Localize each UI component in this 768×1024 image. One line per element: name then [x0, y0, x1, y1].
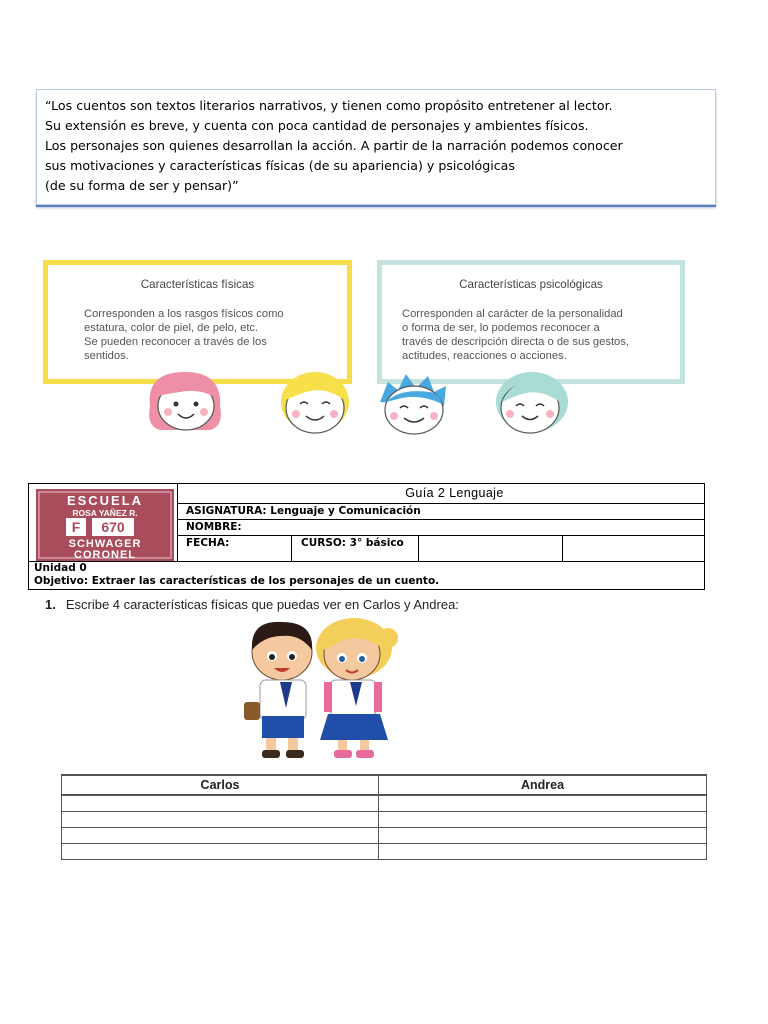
- physical-card-title: Características físicas: [140, 278, 255, 291]
- psychological-card-line: actitudes, reacciones o acciones.: [402, 350, 567, 362]
- andrea-figure: [316, 618, 398, 758]
- physical-card-line: Se pueden reconocer a través de los: [84, 336, 267, 348]
- question-number: 1.: [45, 597, 56, 612]
- guide-title: Guía 2 Lenguaje: [405, 486, 504, 500]
- answer-table: [61, 774, 707, 860]
- logo-badge-number: 670: [101, 519, 125, 535]
- quote-line: (de su forma de ser y pensar)”: [45, 178, 239, 193]
- column-header-carlos: Carlos: [62, 775, 379, 795]
- answer-table-header: [62, 775, 707, 795]
- psychological-card-line: través de descripción directa o de sus gestos,: [402, 336, 629, 348]
- guide-header-table: [28, 483, 705, 590]
- andrea-answer-cell[interactable]: [379, 795, 707, 812]
- course-label: CURSO: 3° básico: [301, 537, 404, 549]
- carlos-answer-cell[interactable]: [62, 795, 379, 812]
- column-header-andrea: Andrea: [379, 775, 707, 795]
- cell-divider: [418, 536, 419, 561]
- quote-line: “Los cuentos son textos literarios narrativos, y tienen como propósito entretener al lector.: [45, 98, 613, 113]
- teal-hair-face-icon: [496, 372, 568, 433]
- table-row: [62, 828, 707, 844]
- table-row: [62, 812, 707, 828]
- subject-row: [178, 503, 704, 519]
- date-label: FECHA:: [186, 537, 230, 549]
- psychological-card-title: Características psicológicas: [459, 278, 603, 291]
- yellow-hair-face-icon: [281, 372, 349, 433]
- subject-label: ASIGNATURA: Lenguaje y Comunicación: [186, 505, 421, 517]
- table-row: [62, 844, 707, 860]
- unit-label: Unidad 0: [34, 562, 87, 574]
- logo-line-2: ROSA YAÑEZ R.: [72, 508, 138, 518]
- quote-line: Los personajes son quienes desarrollan la acción. A partir de la narración podemos conocer: [45, 138, 623, 153]
- name-row: [178, 519, 704, 535]
- quote-line: Su extensión es breve, y cuenta con poca cantidad de personajes y ambientes físicos.: [45, 118, 589, 133]
- psychological-card-body: [402, 307, 680, 363]
- blue-hair-face-icon: [380, 374, 446, 434]
- date-course-row: [178, 535, 704, 561]
- question-1: [45, 597, 459, 612]
- logo-line-4: CORONEL: [74, 549, 136, 561]
- logo-line-3: SCHWAGER: [68, 538, 142, 550]
- quote-box: [36, 89, 716, 205]
- objective-section: [29, 561, 704, 589]
- physical-card-body: [84, 307, 347, 363]
- cell-divider: [562, 536, 563, 561]
- psychological-card-line: Corresponden al carácter de la personalidad: [402, 308, 623, 320]
- carlos-andrea-illustration: [220, 616, 420, 766]
- carlos-figure: [244, 622, 312, 758]
- psychological-card-line: o forma de ser, lo podemos reconocer a: [402, 322, 600, 334]
- physical-card-line: sentidos.: [84, 350, 129, 362]
- table-row: [62, 795, 707, 812]
- andrea-answer-cell[interactable]: [379, 828, 707, 844]
- physical-card-line: Corresponden a los rasgos físicos como: [84, 308, 284, 320]
- name-label: NOMBRE:: [186, 521, 242, 533]
- andrea-answer-cell[interactable]: [379, 812, 707, 828]
- school-logo: [36, 489, 174, 561]
- carlos-answer-cell[interactable]: [62, 812, 379, 828]
- physical-card-line: estatura, color de piel, de pelo, etc.: [84, 322, 259, 334]
- carlos-answer-cell[interactable]: [62, 844, 379, 860]
- logo-line-1: ESCUELA: [66, 493, 144, 508]
- cell-divider: [291, 536, 292, 561]
- objective-label: Objetivo: Extraer las características de los personajes de un cuento.: [34, 575, 440, 587]
- question-text: Escribe 4 características físicas que puedas ver en Carlos y Andrea:: [65, 597, 459, 612]
- carlos-answer-cell[interactable]: [62, 828, 379, 844]
- quote-line: sus motivaciones y características físicas (de su apariencia) y psicológicas: [45, 158, 515, 173]
- pink-hair-face-icon: [149, 372, 221, 430]
- logo-badge-letter: F: [71, 519, 81, 535]
- andrea-answer-cell[interactable]: [379, 844, 707, 860]
- kid-faces-illustration: [140, 366, 600, 436]
